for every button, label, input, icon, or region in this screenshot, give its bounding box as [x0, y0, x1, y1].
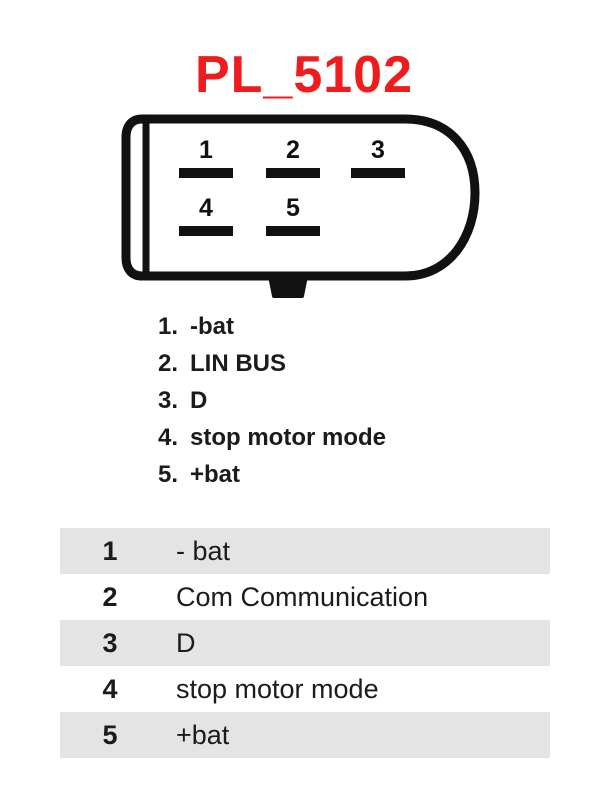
legend-number: 5. — [158, 461, 179, 488]
table-cell-number: 1 — [60, 528, 160, 574]
table-cell-number: 4 — [60, 666, 160, 712]
connector-outline — [126, 119, 475, 276]
pin-number-5: 5 — [286, 194, 300, 222]
connector-latch-tab — [270, 276, 306, 296]
table-cell-description: +bat — [160, 712, 550, 758]
table-row — [60, 712, 550, 758]
legend-number: 4. — [158, 424, 179, 451]
table-row — [60, 620, 550, 666]
page-title: PL_5102 — [194, 46, 414, 104]
table-cell-description: stop motor mode — [160, 666, 550, 712]
table-cell-description: - bat — [160, 528, 550, 574]
pin-slot-5 — [266, 226, 320, 236]
connector-diagram — [120, 110, 490, 305]
legend-text: -bat — [190, 313, 234, 340]
legend-number: 1. — [158, 313, 179, 340]
pin-number-3: 3 — [371, 136, 385, 164]
legend-text: D — [190, 387, 208, 414]
table-row — [60, 528, 550, 574]
pin-number-1: 1 — [199, 136, 213, 164]
pin-slot-1 — [179, 168, 233, 178]
legend-text: LIN BUS — [190, 350, 286, 377]
pin-number-2: 2 — [286, 136, 300, 164]
pin-legend-list — [158, 308, 558, 493]
pin-slot-4 — [179, 226, 233, 236]
list-item — [158, 345, 558, 382]
table-cell-number: 2 — [60, 574, 160, 620]
pin-slot-2 — [266, 168, 320, 178]
legend-text: stop motor mode — [190, 424, 386, 451]
table-cell-description: Com Communication — [160, 574, 550, 620]
list-item — [158, 382, 558, 419]
table-row — [60, 666, 550, 712]
pin-assignment-table — [60, 528, 550, 758]
table-cell-number: 5 — [60, 712, 160, 758]
table-cell-description: D — [160, 620, 550, 666]
list-item — [158, 308, 558, 345]
pin-slot-3 — [351, 168, 405, 178]
list-item — [158, 456, 558, 493]
legend-number: 3. — [158, 387, 179, 414]
table-cell-number: 3 — [60, 620, 160, 666]
table-row — [60, 574, 550, 620]
legend-number: 2. — [158, 350, 179, 377]
list-item — [158, 419, 558, 456]
legend-text: +bat — [190, 461, 241, 488]
pin-number-4: 4 — [199, 194, 213, 222]
